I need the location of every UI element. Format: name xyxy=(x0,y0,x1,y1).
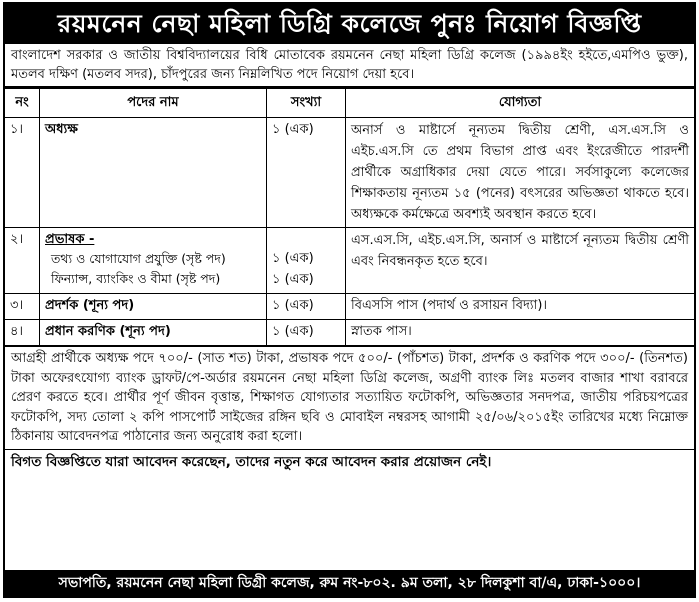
row-post: অধ্যক্ষ xyxy=(40,118,267,228)
row-qualification: অনার্স ও মাষ্টার্সে নূন্যতম দ্বিতীয় শ্রেণী, এস.এস.সি ও এইচ.এস.সি তে প্রথম বিভাগ প্রাপ্ত এবং ইংরেজীতে পারদর্শী প্রার্থীকে অগ্রাধিকার দেয়া যেতে পারে। সর্বসাকুল্যে কলেজের শিক্ষাকতায় নূন্যতম ১৫ (পনের) বৎসরের অভিজ্ঞতা থাকতে হবে। অধ্যক্ষকে কর্মক্ষেত্রে অবশ্যই অবস্থান করতে হবে। xyxy=(346,118,695,228)
subpost-finance: ফিন্যান্স, ব্যাংকিং ও বীমা (সৃষ্ট পদ) xyxy=(51,271,221,286)
row-count: ১ (এক) xyxy=(267,294,346,320)
table-row xyxy=(5,320,694,346)
subcount-finance: ১ (এক) xyxy=(272,272,314,287)
subcount-ict: ১ (এক) xyxy=(272,251,314,266)
job-advertisement xyxy=(3,2,696,598)
row-serial: ৪। xyxy=(5,320,40,346)
table-row xyxy=(5,228,694,294)
table-row xyxy=(5,118,694,228)
header-serial: নং xyxy=(5,89,40,118)
ad-title: রয়মনেন নেছা মহিলা ডিগ্রি কলেজে পুনঃ নিয়োগ বিজ্ঞপ্তি xyxy=(5,4,694,44)
subpost-ict: তথ্য ও যোগাযোগ প্রযুক্তি (সৃষ্ট পদ) xyxy=(51,251,226,266)
row-post: প্রদর্শক (শূন্য পদ) xyxy=(40,294,267,320)
row-serial: ২। xyxy=(5,228,40,294)
row-count-cell xyxy=(267,228,346,294)
table-row xyxy=(5,294,694,320)
row-qualification: স্নাতক পাস। xyxy=(346,320,695,346)
intro-paragraph: বাংলাদেশ সরকার ও জাতীয় বিশ্ববিদ্যালয়ের বিধি মোতাবেক রয়মনেন নেছা মহিলা ডিগ্রি কলেজ (১৯৯৪ইং হইতে,এমপিও ভুক্ত), মতলব দক্ষিণ (মতলব সদর), চাঁদপুরের জন্য নিম্নলিখিত পদে নিয়োগ দেয়া হবে। xyxy=(5,44,694,88)
row-count: ১ (এক) xyxy=(267,118,346,228)
application-instructions: আগ্রহী প্রার্থীকে অধ্যক্ষ পদে ৭০০/- (সাত শত) টাকা, প্রভাষক পদে ৫০০/- (পাঁচশত) টাকা, প্রদর্শক ও করণিক পদে ৩০০/- (তিনশত) টাকা অফেরৎযোগ্য ব্যাংক ড্রাফট/পে-অর্ডার রয়মনেন নেছা মহিলা ডিগ্রি কলেজ, অগ্রণী ব্যাংক লিঃ মতলব বাজার শাখা বরাবরে প্রেরণ করতে হবে। প্রার্থীর পূর্ণ জীবন বৃত্তান্ত, শিক্ষাগত যোগ্যতার সত্যায়িত ফটোকপি, অভিজ্ঞতার সনদপত্র, জাতীয় পরিচয়পত্রের ফটোকপি, সদ্য তোলা ২ কপি পাসপোর্ট সাইজের রঙ্গিন ছবি ও মোবাইল নম্বরসহ আগামী ২৫/০৬/২০১৫ইং তারিখের মধ্যে নিম্নোক্ত ঠিকানায় আবেদনপত্র পাঠানোর জন্য অনুরোধ করা হলো। xyxy=(5,346,694,449)
row-post-cell xyxy=(40,228,267,294)
row-qualification: বিএসসি পাস (পদার্থ ও রসায়ন বিদ্যা)। xyxy=(346,294,695,320)
contact-address: সভাপতি, রয়মনেন নেছা মহিলা ডিগ্রী কলেজ, রুম নং-৮০২. ৯ম তলা, ২৮ দিলকুশা বা/এ, ঢাকা-১০০০। xyxy=(5,570,694,596)
header-qualification: যোগ্যতা xyxy=(346,89,695,118)
header-post: পদের নাম xyxy=(40,89,267,118)
row-qualification: এস.এস.সি, এইচ.এস.সি, অনার্স ও মাষ্টার্সে নূন্যতম দ্বিতীয় শ্রেণী এবং নিবন্ধনকৃত হতে হবে। xyxy=(346,228,695,294)
header-count: সংখ্যা xyxy=(267,89,346,118)
previous-applicants-notice: বিগত বিজ্ঞপ্তিতে যারা আবেদন করেছেন, তাদের নতুন করে আবেদন করার প্রয়োজন নেই। xyxy=(5,449,694,475)
posts-table xyxy=(5,88,694,346)
row-serial: ৩। xyxy=(5,294,40,320)
row-post: প্রভাষক - xyxy=(45,232,95,247)
row-post: প্রধান করণিক (শূন্য পদ) xyxy=(40,320,267,346)
row-serial: ১। xyxy=(5,118,40,228)
row-count: ১ (এক) xyxy=(267,320,346,346)
table-header-row xyxy=(5,89,694,118)
